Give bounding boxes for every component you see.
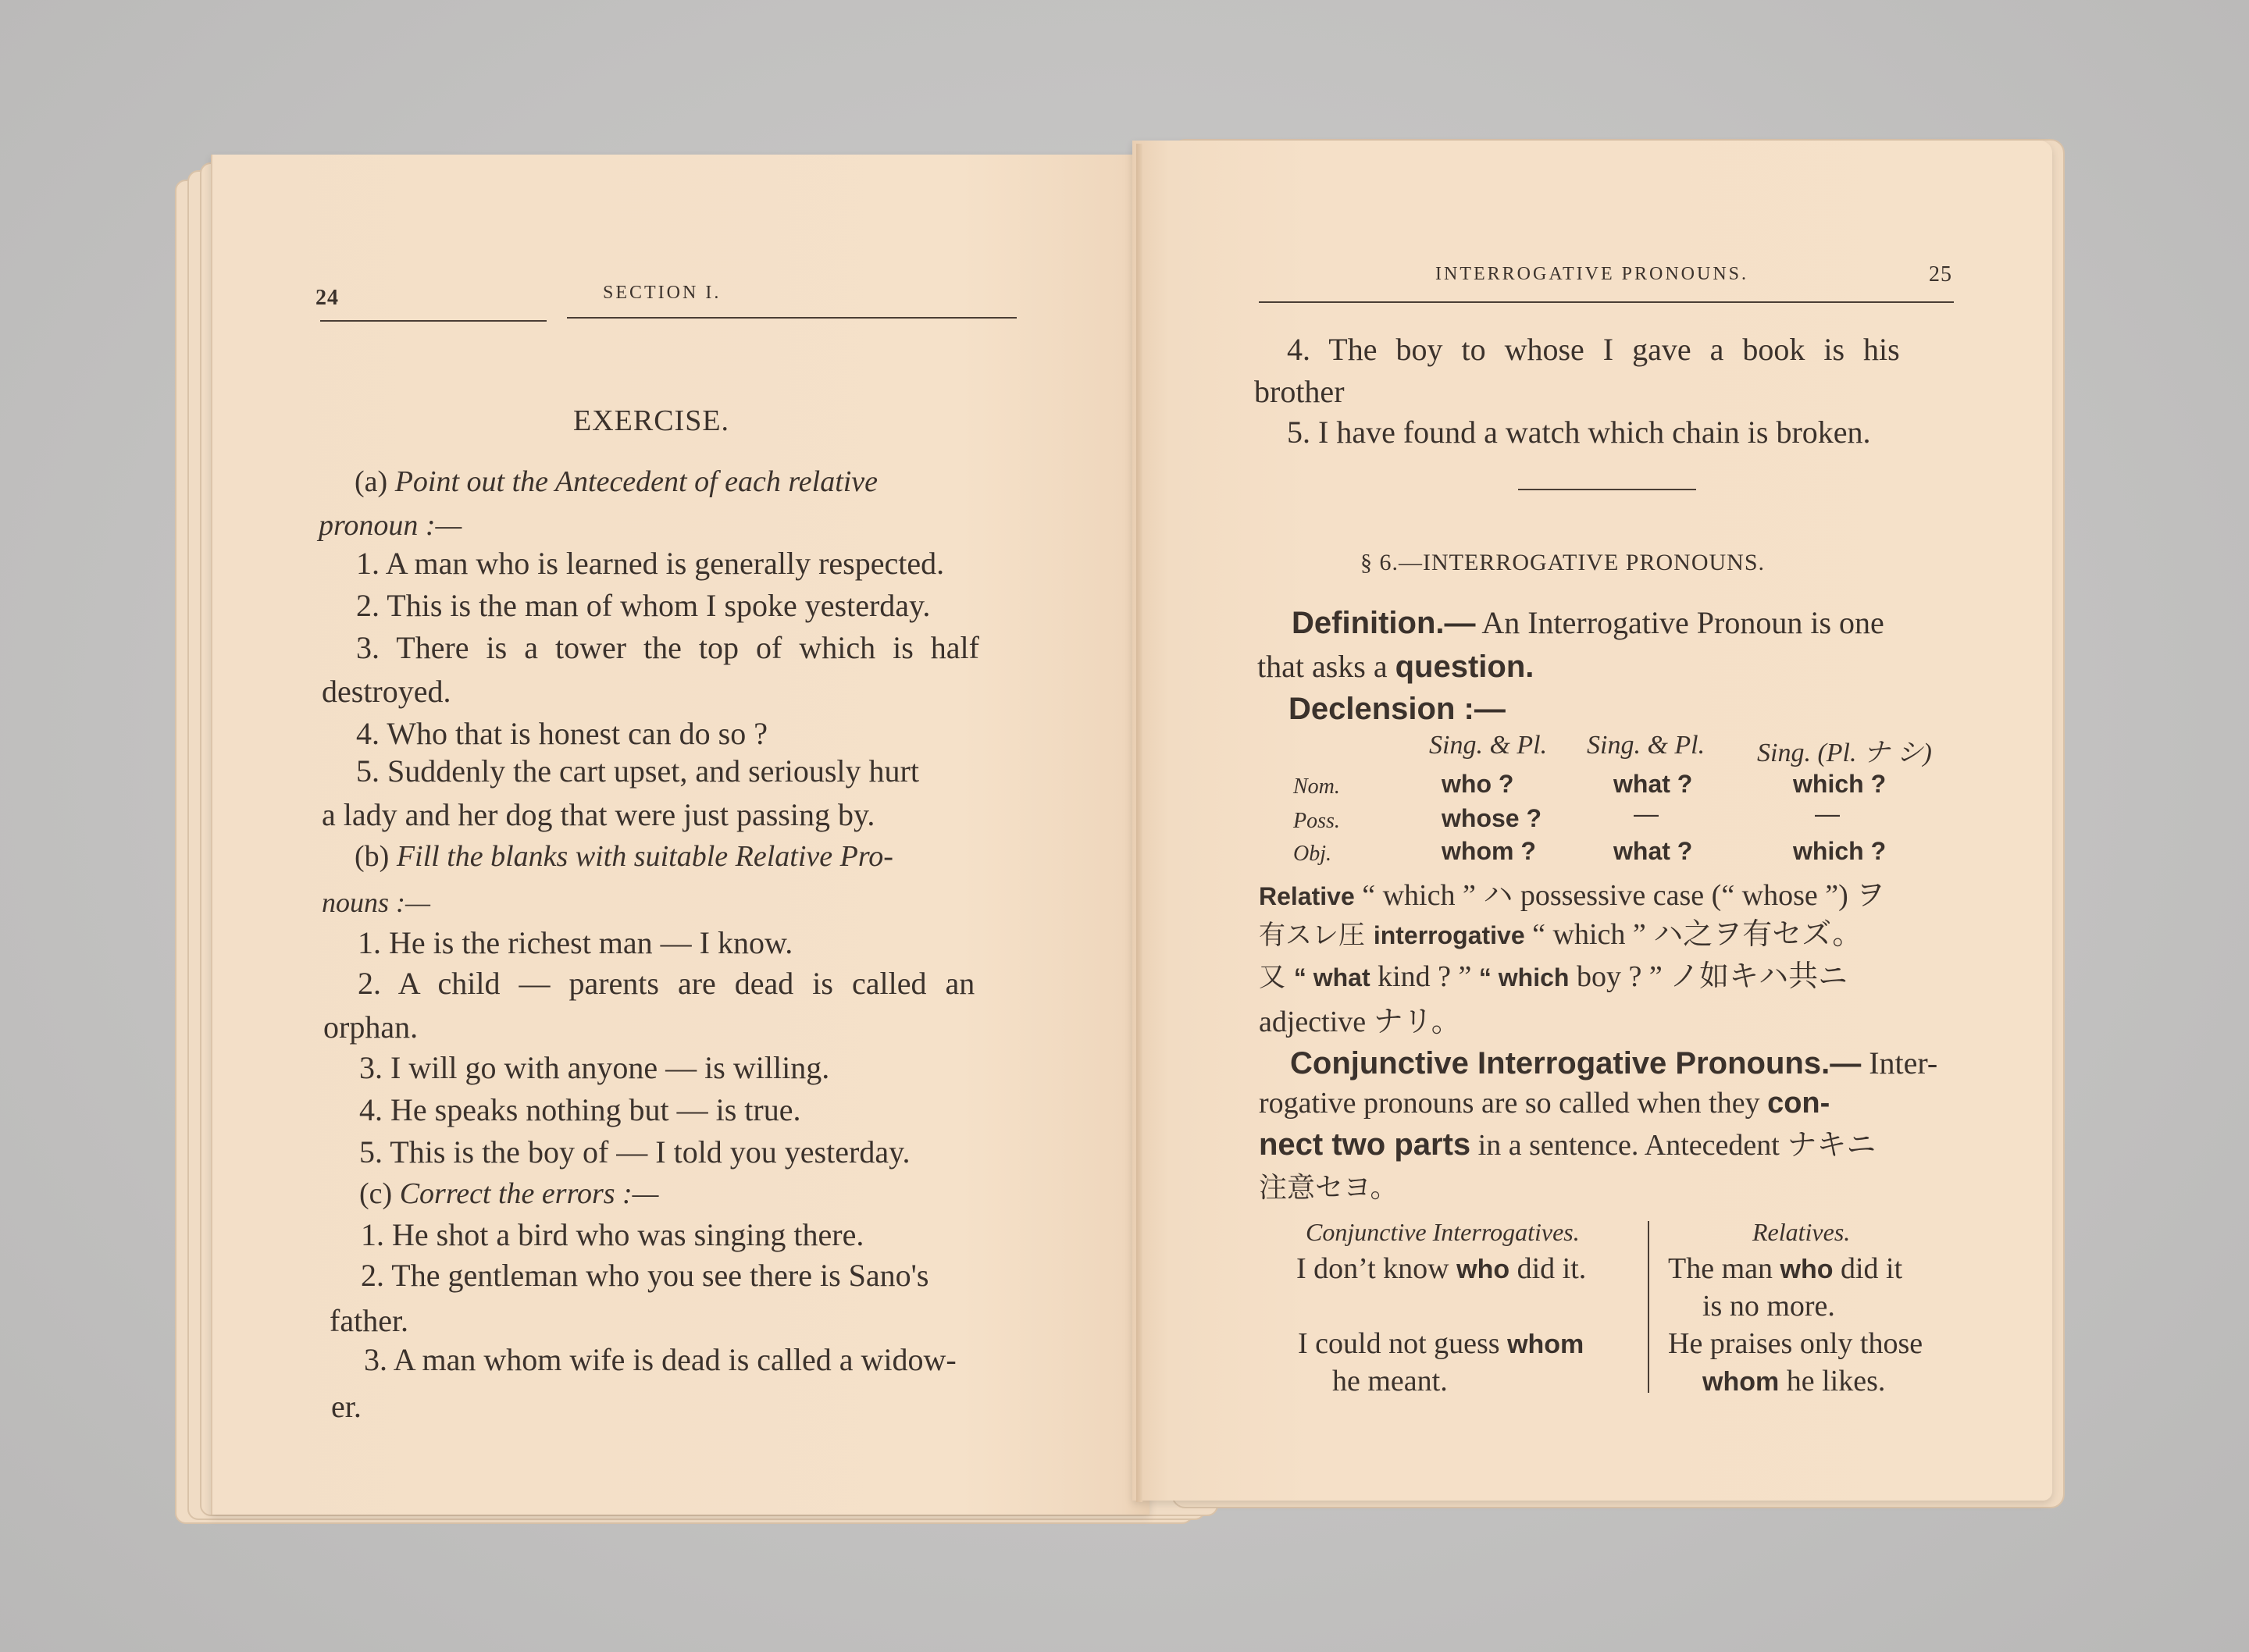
comparison-example: is no more.: [1702, 1290, 1835, 1323]
comparison-example: [1298, 1329, 1584, 1358]
exercise-item: 5. Suddenly the cart upset, and seriously hurt: [356, 753, 919, 789]
conjunctive-term: Conjunctive Interrogative Pronouns.—: [1290, 1046, 1862, 1081]
exercise-item: a lady and her dog that were just passing by.: [322, 797, 875, 832]
exercise-item: 1. He is the richest man — I know.: [358, 925, 793, 960]
declension-value: —: [1634, 799, 1659, 828]
exercise-item: 1. He shot a bird who was singing there.: [361, 1217, 864, 1252]
declension-header: Sing. & Pl.: [1587, 731, 1705, 760]
declension-value: what ?: [1613, 770, 1693, 798]
declension-value: whose ?: [1442, 804, 1542, 832]
conjunctive-line: [1290, 1045, 1938, 1081]
definition-line: [1292, 607, 1884, 639]
exercise-item: 4. He speaks nothing but — is true.: [359, 1092, 801, 1127]
note-line: adjective ナリ。: [1259, 1006, 1461, 1038]
note-keyword: “ what: [1293, 963, 1370, 992]
example-text: I don’t know: [1296, 1252, 1457, 1285]
exercise-item: 3. I will go with anyone — is willing.: [359, 1050, 830, 1085]
comparison-header: Relatives.: [1752, 1218, 1851, 1246]
exercise-item: destroyed.: [322, 674, 451, 709]
conjunctive-line: [1259, 1088, 1830, 1118]
exercise-item: 5. I have found a watch which chain is broken.: [1287, 415, 1871, 450]
note-text: kind ? ”: [1370, 960, 1479, 993]
note-text: “ which ” ハ之ヲ有セズ。: [1524, 918, 1862, 951]
note-keyword: “ which: [1478, 963, 1570, 992]
example-keyword: who: [1780, 1255, 1834, 1284]
example-text: did it: [1833, 1252, 1903, 1285]
declension-value: which ?: [1793, 770, 1887, 798]
book-gutter: [1136, 144, 1142, 1502]
declension-value: who ?: [1442, 770, 1514, 798]
example-keyword: whom: [1507, 1330, 1584, 1359]
note-japanese: 有スレ圧: [1259, 920, 1374, 951]
part-a-label: (a): [355, 465, 388, 498]
definition-keyword: question.: [1395, 650, 1534, 684]
exercise-item: brother: [1254, 374, 1345, 409]
definition-line: [1257, 651, 1534, 682]
case-label: Nom.: [1293, 774, 1340, 799]
header-rule: [567, 317, 1017, 319]
page-number: 25: [1929, 262, 1952, 287]
comparison-example: [1668, 1254, 1902, 1284]
exercise-item: father.: [330, 1303, 409, 1338]
note-line: [1259, 920, 1862, 949]
note-keyword: Relative: [1259, 882, 1355, 910]
exercise-item: er.: [331, 1389, 362, 1424]
comparison-example: He praises only those: [1668, 1327, 1923, 1360]
declension-header: Sing. (Pl. ナ シ): [1757, 739, 1932, 767]
conjunctive-line: [1259, 1129, 1876, 1160]
example-keyword: who: [1456, 1255, 1510, 1284]
part-c-instruction: [359, 1179, 658, 1209]
column-divider: [1648, 1221, 1649, 1393]
example-text: did it.: [1509, 1252, 1587, 1285]
example-keyword: whom: [1702, 1367, 1780, 1397]
conjunctive-line: 注意セヨ。: [1259, 1172, 1399, 1204]
part-a-instruction: [355, 467, 878, 497]
part-b-instruction-cont: nouns :—: [322, 887, 431, 918]
header-rule: [1259, 301, 1954, 303]
example-text: The man: [1668, 1252, 1780, 1285]
exercise-item: 2. This is the man of whom I spoke yesterday.: [356, 588, 931, 623]
exercise-item: orphan.: [323, 1009, 419, 1045]
conjunctive-keyword: con-: [1767, 1087, 1830, 1120]
page-number: 24: [315, 286, 339, 310]
running-head: SECTION I.: [603, 283, 722, 303]
comparison-example: [1296, 1254, 1586, 1284]
part-c-label: (c): [359, 1177, 393, 1210]
note-line: [1259, 962, 1848, 992]
part-b-instruction: [355, 842, 893, 871]
running-head: INTERROGATIVE PRONOUNS.: [1435, 264, 1749, 284]
exercise-item: 4. Who that is honest can do so ?: [356, 716, 768, 751]
instruction-text: Fill the blanks with suitable Relative Pro-: [396, 840, 893, 873]
declension-title: Declension :—: [1288, 692, 1506, 726]
exercise-item: 2. The gentleman who you see there is Sano's: [361, 1258, 929, 1293]
case-label: Poss.: [1293, 809, 1340, 833]
part-b-label: (b): [355, 840, 390, 873]
declension-value: which ?: [1793, 837, 1887, 865]
definition-text: An Interrogative Pronoun is one: [1475, 605, 1884, 640]
conjunctive-text: in a sentence. Antecedent ナキニ: [1470, 1129, 1877, 1162]
instruction-text: Point out the Antecedent of each relative: [394, 465, 879, 498]
exercise-item: 3. There is a tower the top of which is half: [356, 630, 979, 665]
exercise-item: 1. A man who is learned is generally respected.: [356, 546, 945, 581]
note-text: boy ? ” ノ如キハ共ニ: [1569, 960, 1848, 993]
definition-term: Definition.—: [1292, 606, 1476, 640]
section-title: § 6.—INTERROGATIVE PRONOUNS.: [1360, 550, 1766, 575]
exercise-item: 4. The boy to whose I gave a book is his: [1287, 332, 1900, 367]
part-a-instruction-cont: pronoun :—: [319, 509, 462, 542]
instruction-text: Correct the errors :—: [399, 1177, 659, 1210]
comparison-example: [1702, 1366, 1885, 1396]
exercise-item: 2. A child — parents are dead is called an: [358, 966, 975, 1001]
note-line: [1259, 881, 1885, 910]
comparison-header: Conjunctive Interrogatives.: [1306, 1218, 1580, 1246]
declension-value: —: [1815, 799, 1840, 828]
note-keyword: interrogative: [1373, 921, 1525, 949]
note-text: “ which ” ハ possessive case (“ whose ”) ヲ: [1354, 879, 1886, 912]
section-divider: [1518, 489, 1696, 490]
example-text: I could not guess: [1298, 1327, 1508, 1360]
exercise-item: 5. This is the boy of — I told you yesterday.: [359, 1134, 911, 1170]
note-japanese: 又: [1259, 962, 1294, 993]
declension-header: Sing. & Pl.: [1429, 731, 1548, 760]
conjunctive-keyword: nect two parts: [1259, 1127, 1471, 1162]
definition-text: that asks a: [1257, 649, 1395, 684]
case-label: Obj.: [1293, 842, 1331, 866]
exercise-heading: EXERCISE.: [573, 404, 730, 437]
declension-value: whom ?: [1442, 837, 1536, 865]
example-text: he likes.: [1779, 1365, 1886, 1397]
conjunctive-text: Inter-: [1861, 1045, 1938, 1081]
conjunctive-text: rogative pronouns are so called when they: [1259, 1087, 1768, 1120]
declension-value: what ?: [1613, 837, 1693, 865]
comparison-example: he meant.: [1332, 1365, 1448, 1397]
exercise-item: 3. A man whom wife is dead is called a widow-: [364, 1342, 957, 1377]
header-rule: [320, 320, 547, 322]
